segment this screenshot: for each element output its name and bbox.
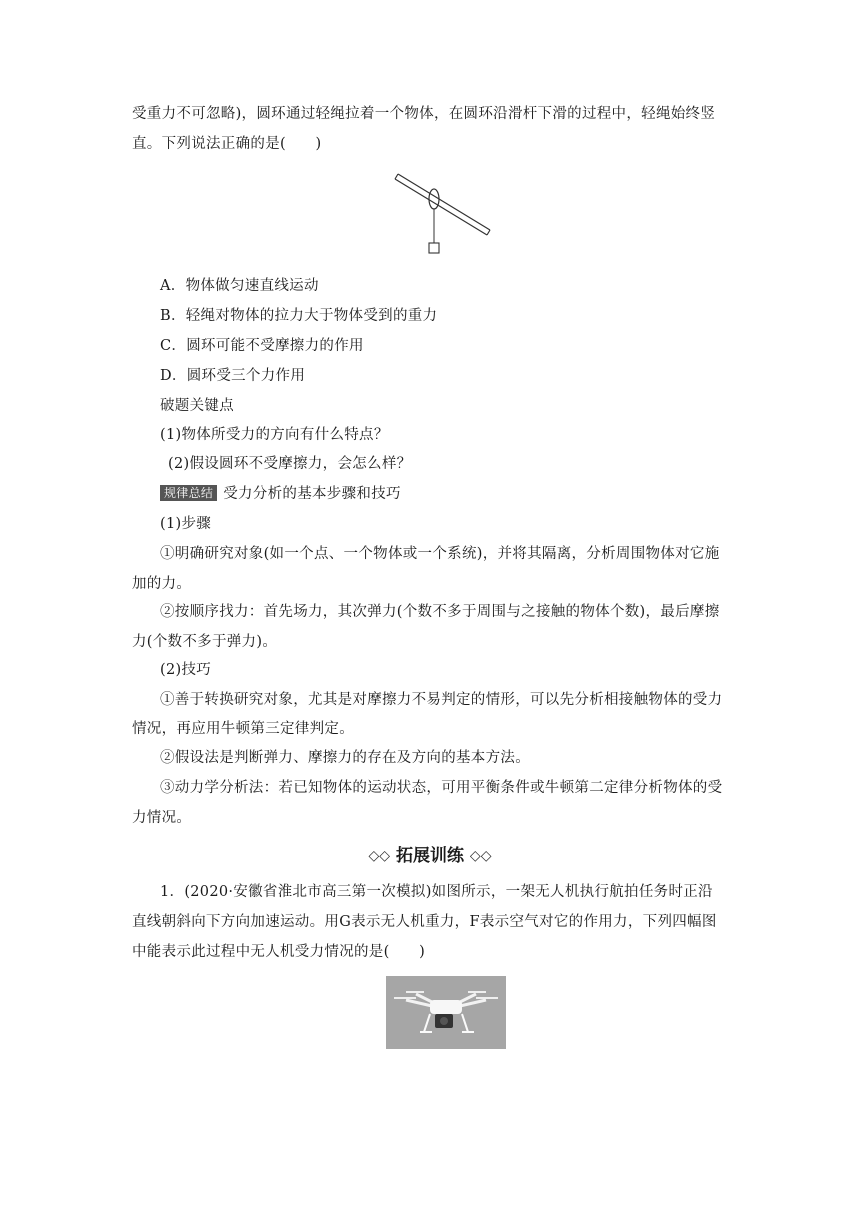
key-points-title: 破题关键点 xyxy=(160,398,234,414)
skill3-line-2: 力情况。 xyxy=(132,810,192,826)
summary-badge: 规律总结 xyxy=(160,485,217,501)
step1-line-2: 加的力。 xyxy=(132,576,192,592)
slanted-rod xyxy=(395,174,490,235)
option-c: C．圆环可能不受摩擦力的作用 xyxy=(160,338,364,354)
summary-title: 受力分析的基本步骤和技巧 xyxy=(223,486,401,502)
problem1-line-1: 1．(2020·安徽省淮北市高三第一次模拟)如图所示，一架无人机执行航拍任务时正沿 xyxy=(160,884,713,900)
option-d: D．圆环受三个力作用 xyxy=(160,368,306,384)
left-ornament-icon: ◇◇ xyxy=(368,848,391,864)
skill3-line-1: ③动力学分析法：若已知物体的运动状态，可用平衡条件或牛顿第二定律分析物体的受 xyxy=(160,780,723,796)
step1-line-1: ①明确研究对象(如一个点、一个物体或一个系统)，并将其隔离，分析周围物体对它施 xyxy=(160,546,720,562)
skill1-line-2: 情况，再应用牛顿第三定律判定。 xyxy=(132,721,354,737)
step2-line-1: ②按顺序找力：首先场力，其次弹力(个数不多于周围与之接触的物体个数)，最后摩擦 xyxy=(160,604,720,620)
skills-heading: (2)技巧 xyxy=(160,662,212,678)
rod-ring-figure xyxy=(390,168,500,260)
key-point-2: (2)假设圆环不受摩擦力，会怎么样？ xyxy=(168,456,412,472)
key-point-1: (1)物体所受力的方向有什么特点？ xyxy=(160,427,389,443)
hanging-block xyxy=(429,243,439,253)
question-text-line-2: 直。下列说法正确的是( ) xyxy=(132,136,322,152)
training-title: 拓展训练 xyxy=(396,846,464,866)
training-section-title xyxy=(0,844,860,868)
steps-heading: (1)步骤 xyxy=(160,516,212,532)
option-a: A．物体做匀速直线运动 xyxy=(160,278,319,294)
option-b: B．轻绳对物体的拉力大于物体受到的重力 xyxy=(160,308,438,324)
right-ornament-icon: ◇◇ xyxy=(469,848,492,864)
ring xyxy=(429,189,439,209)
summary-heading xyxy=(160,484,401,504)
step2-line-2: 力(个数不多于弹力)。 xyxy=(132,634,278,650)
problem1-line-3: 中能表示此过程中无人机受力情况的是( ) xyxy=(132,944,426,960)
skill2-line-1: ②假设法是判断弹力、摩擦力的存在及方向的基本方法。 xyxy=(160,750,530,766)
drone-photo xyxy=(386,976,506,1049)
question-text-line-1: 受重力不可忽略)，圆环通过轻绳拉着一个物体，在圆环沿滑杆下滑的过程中，轻绳始终竖 xyxy=(132,106,716,122)
problem1-line-2: 直线朝斜向下方向加速运动。用G表示无人机重力，F表示空气对它的作用力，下列四幅图 xyxy=(132,914,717,930)
skill1-line-1: ①善于转换研究对象，尤其是对摩擦力不易判定的情形，可以先分析相接触物体的受力 xyxy=(160,692,723,708)
